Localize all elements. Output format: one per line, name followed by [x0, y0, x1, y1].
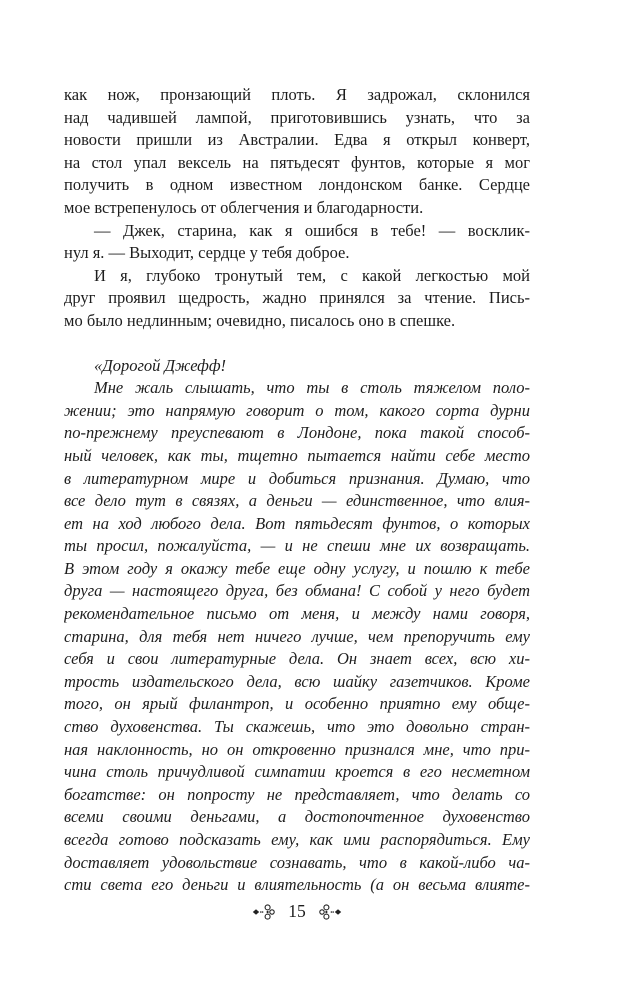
text-line: как нож, пронзающий плоть. Я задрожал, склонился	[64, 85, 530, 104]
text-line: трость издательского дела, всю шайку газетчиков. Кроме	[64, 671, 530, 691]
page-text	[64, 84, 530, 897]
text-line: в литературном мире и добиться признания. Думаю, что	[64, 468, 530, 488]
text-line: «Дорогой Джефф!	[94, 355, 227, 375]
text-line: новости пришли из Австралии. Едва я открыл конверт,	[64, 130, 530, 150]
page-number: 15	[288, 901, 306, 921]
fleuron-right-icon	[319, 904, 342, 920]
text-line: старина, для тебя нет ничего лучше, чем препоручить ему	[64, 626, 530, 646]
text-line: ный человек, как ты, тщетно пытается найти себе место	[64, 445, 530, 465]
text-line: доставляет удовольствие сознавать, что в какой-либо ча-	[64, 852, 530, 872]
paragraph	[64, 84, 530, 220]
text-line: — Джек, старина, как я ошибся в тебе! — восклик-	[94, 220, 530, 240]
text-line: мо было недлинным; очевидно, писалось оно в спешке.	[64, 310, 456, 330]
text-line: всегда готово подсказать ему, как ими распорядиться. Ему	[64, 830, 530, 849]
text-line: мое встрепенулось от облегчения и благодарности.	[64, 197, 424, 217]
paragraph	[64, 377, 530, 897]
text-line: сти света его деньги и влиятельность (а он весьма влияте-	[64, 875, 530, 895]
text-line: на стол упал вексель на пятьдесят фунтов, которые я мог	[64, 152, 530, 172]
text-line: всеми своими деньгами, а достопочтенное духовенство	[64, 807, 530, 827]
text-line: ство духовенства. Ты скажешь, что это довольно стран-	[64, 717, 530, 737]
paragraph	[64, 220, 530, 265]
text-line: себя и свои литературные дела. Он знает всех, всю хи-	[64, 649, 530, 669]
text-line: Мне жаль слышать, что ты в столь тяжелом поло-	[94, 378, 530, 398]
text-line: друга — настоящего друга, без обмана! С собой у него будет	[64, 581, 530, 601]
text-line: получить в одном известном лондонском банке. Сердце	[64, 175, 530, 195]
paragraph	[64, 265, 530, 333]
text-line: В этом году я окажу тебе еще одну услугу, и пошлю к тебе	[64, 558, 530, 578]
text-line: ты просил, пожалуйста, — и не спеши мне их возвращать.	[64, 536, 530, 556]
text-line: друг проявил щедрость, жадно принялся за чтение. Пись-	[64, 288, 530, 308]
text-line: ет на ход любого дела. Вот пятьдесят фунтов, о которых	[64, 513, 530, 533]
paragraph	[64, 355, 530, 378]
text-line: ная наклонность, но он откровенно признался мне, что при-	[64, 739, 530, 759]
page-footer	[64, 903, 530, 921]
text-line: жении; это напрямую говорит о том, какого сорта дурни	[64, 400, 530, 420]
fleuron-left-icon	[252, 904, 275, 920]
text-line: богатстве: он попросту не представляет, что делать со	[64, 784, 530, 804]
text-line: И я, глубоко тронутый тем, с какой легкостью мой	[94, 265, 530, 285]
text-line: по-прежнему преуспевают в Лондоне, пока такой способ-	[64, 423, 530, 443]
text-line: нул я. — Выходит, сердце у тебя доброе.	[64, 243, 350, 263]
text-line: над чадившей лампой, приготовившись узнать, что за	[64, 107, 530, 127]
text-line: того, он ярый филантроп, и особенно приятно ему обще-	[64, 694, 530, 714]
text-line: все дело тут в связях, а деньги — единственное, что влия-	[64, 491, 530, 511]
text-line: чина столь причудливой симпатии кроется в его несметном	[64, 762, 530, 782]
text-line: рекомендательное письмо от меня, и между нами говоря,	[64, 604, 530, 624]
